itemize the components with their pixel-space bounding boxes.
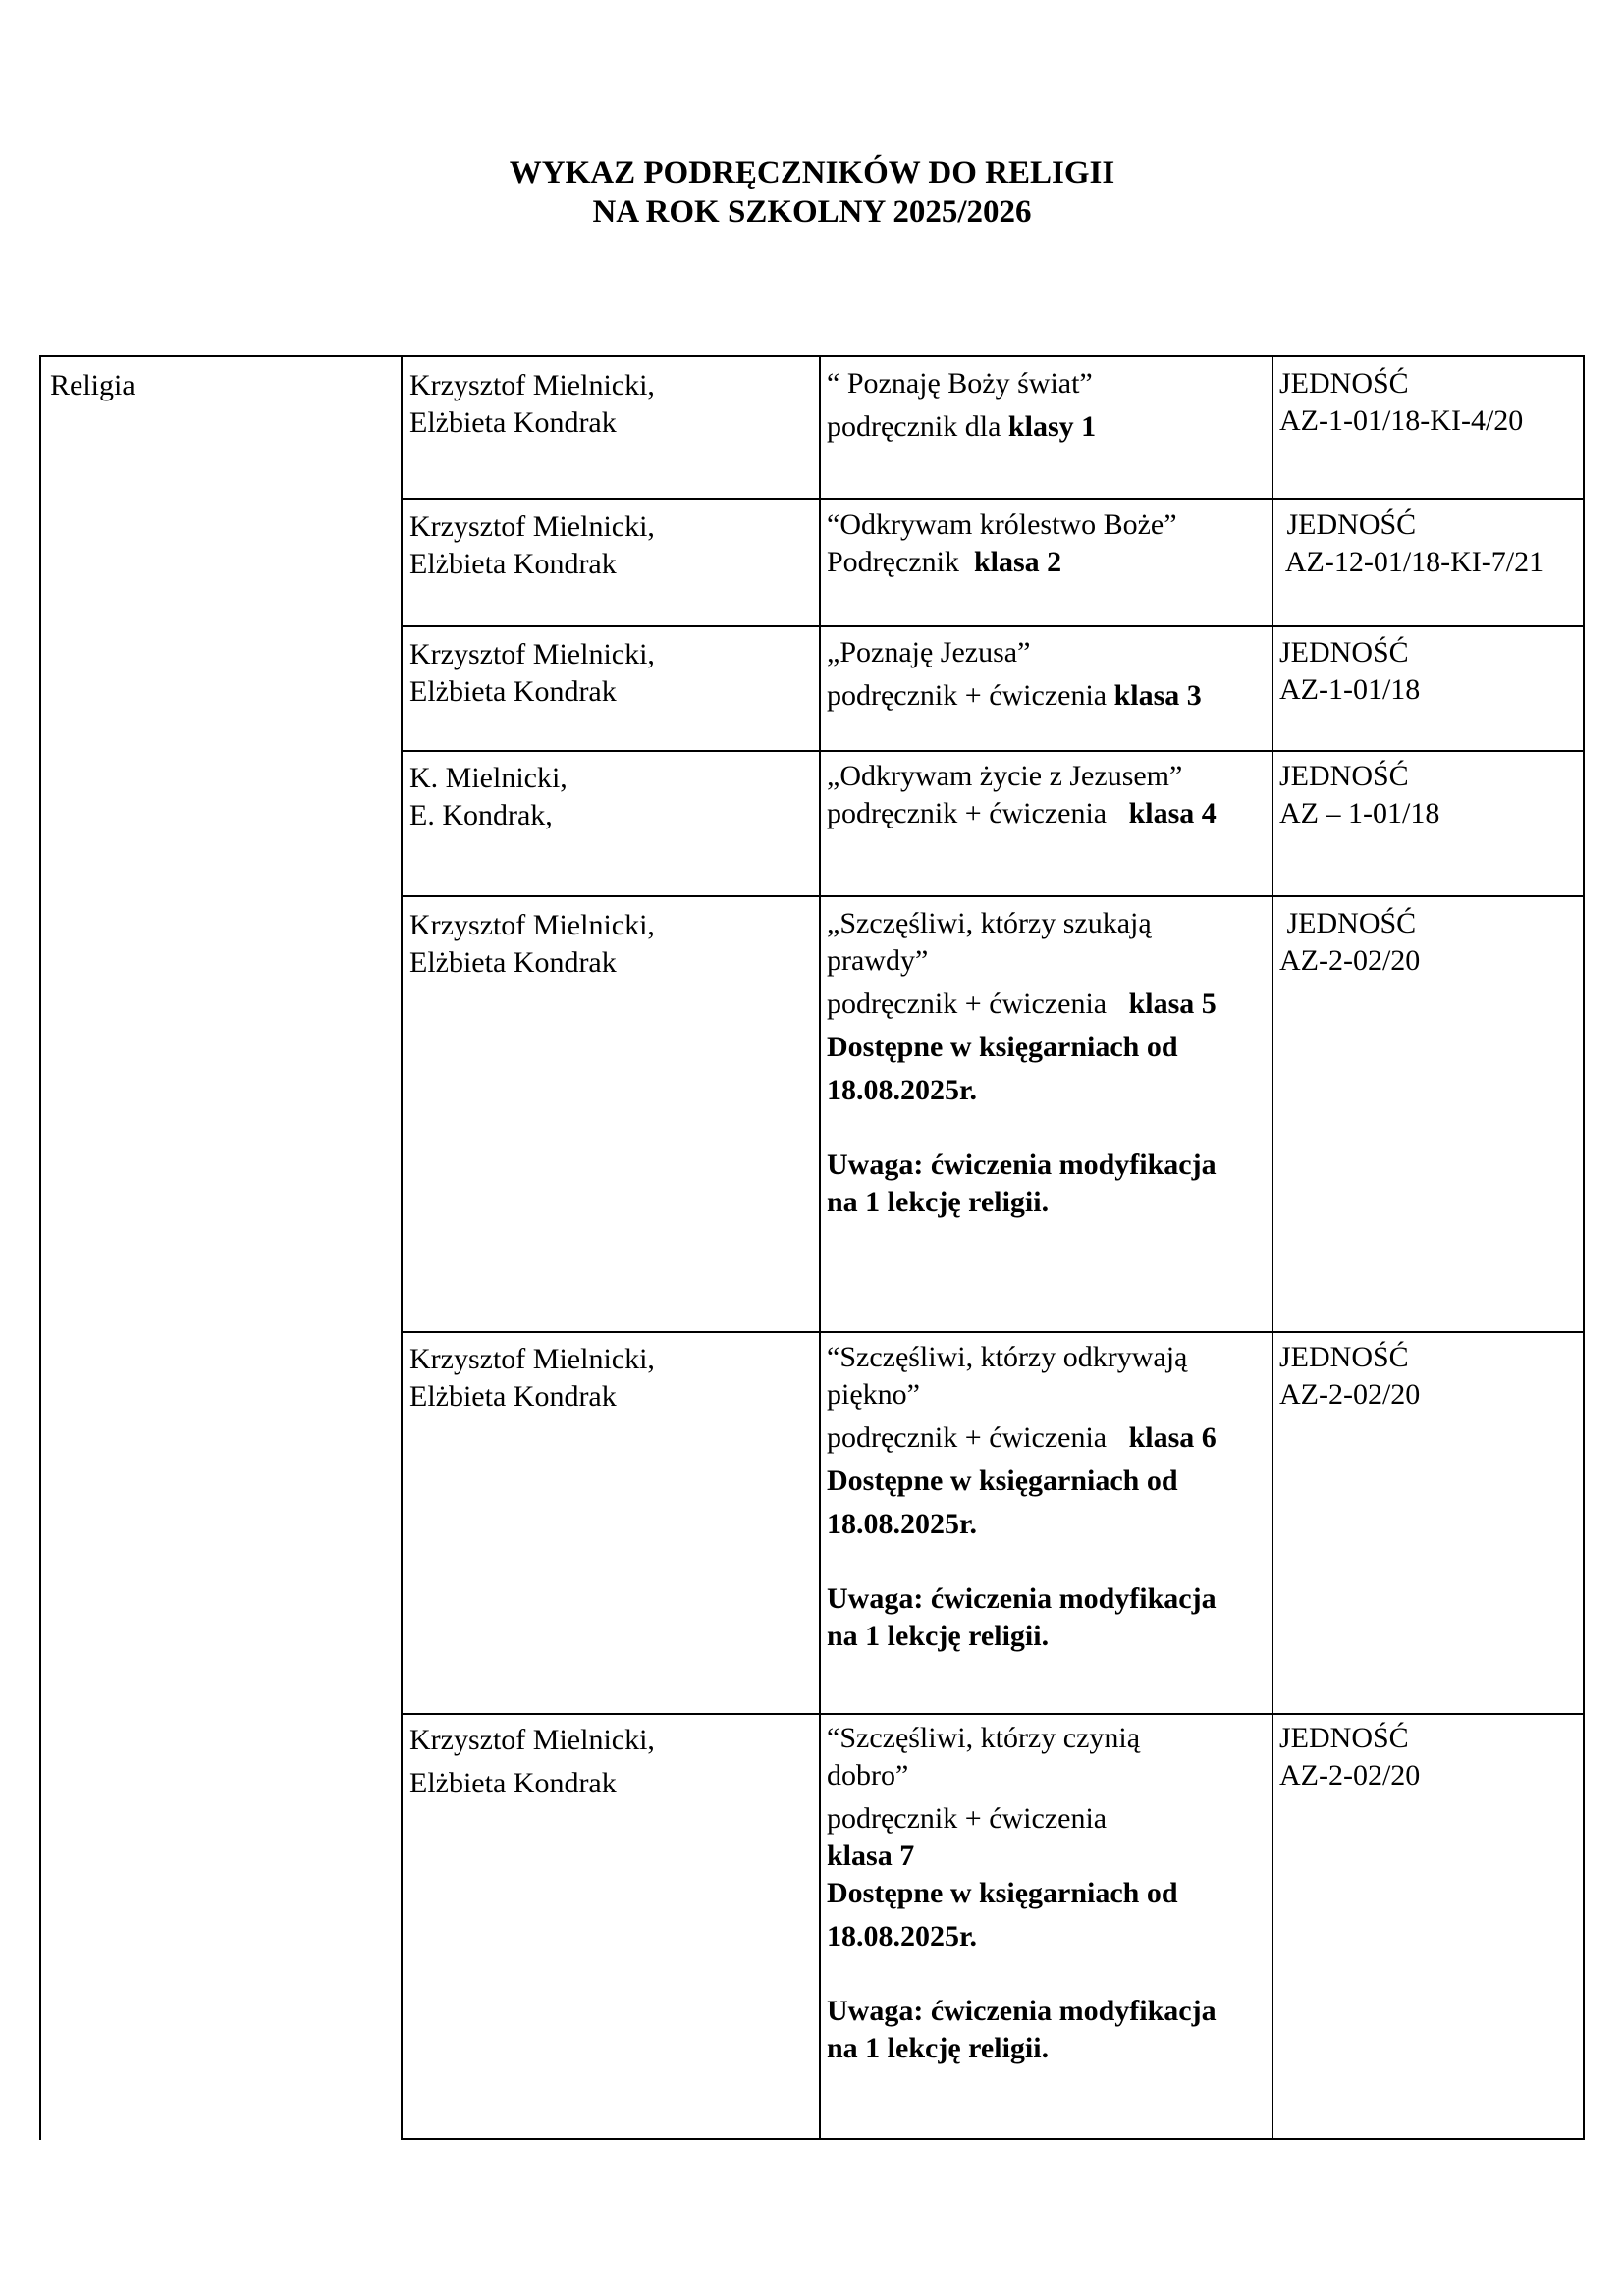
warning-note: Uwaga: ćwiczenia modyfikacja [827, 1582, 1217, 1615]
author-line: Krzysztof Mielnicki, [409, 510, 655, 543]
author-line: Krzysztof Mielnicki, [409, 638, 655, 670]
column-divider [1583, 355, 1585, 2140]
page-title: WYKAZ PODRĘCZNIKÓW DO RELIGII [509, 155, 1115, 190]
availability-note: Dostępne w księgarniach od [827, 1877, 1178, 1909]
publisher: JEDNOŚĆ [1279, 508, 1417, 541]
authors-cell [409, 1722, 655, 1802]
author-line: Krzysztof Mielnicki, [409, 1724, 655, 1756]
author-line: K. Mielnicki, [409, 762, 568, 794]
author-line: Elżbieta Kondrak [409, 1767, 617, 1799]
book-type: podręcznik dla [827, 410, 1008, 443]
grade-label: klasy 1 [1007, 410, 1097, 443]
publisher: JEDNOŚĆ [1279, 760, 1409, 792]
row-divider [401, 750, 1585, 752]
grade-label: klasa 4 [1128, 797, 1217, 829]
title-cell [827, 365, 1096, 446]
book-title: „Poznaję Jezusa” [827, 636, 1031, 668]
author-line: Elżbieta Kondrak [409, 675, 617, 708]
author-line: Elżbieta Kondrak [409, 946, 617, 979]
book-title: “ Poznaję Boży świat” [827, 367, 1093, 400]
publisher: JEDNOŚĆ [1279, 367, 1409, 400]
row-divider [401, 895, 1585, 897]
approval-cell [1279, 758, 1439, 832]
book-title: “Odkrywam królestwo Boże” [827, 508, 1177, 541]
book-type: Podręcznik [827, 546, 974, 578]
row-divider [401, 498, 1585, 500]
author-line: Elżbieta Kondrak [409, 548, 617, 580]
warning-note: na 1 lekcję religii. [827, 1186, 1050, 1218]
authors-cell [409, 760, 568, 834]
table-border-bottom [401, 2138, 1585, 2140]
availability-note: Dostępne w księgarniach od [827, 1031, 1178, 1063]
book-title: “Szczęśliwi, którzy odkrywają [827, 1341, 1188, 1373]
approval-number: AZ – 1-01/18 [1279, 797, 1440, 829]
column-divider [39, 355, 41, 2140]
approval-number: AZ-1-01/18 [1279, 673, 1421, 706]
approval-number: AZ-2-02/20 [1279, 1378, 1421, 1411]
table-border-top [39, 355, 1585, 357]
title-cell [827, 507, 1177, 581]
title-cell [827, 758, 1217, 832]
publisher: JEDNOŚĆ [1279, 636, 1409, 668]
approval-cell [1279, 1720, 1420, 1794]
author-line: E. Kondrak, [409, 799, 553, 831]
authors-cell [409, 508, 655, 583]
book-title: „Szczęśliwi, którzy szukają [827, 907, 1152, 939]
publisher: JEDNOŚĆ [1279, 1722, 1409, 1754]
column-divider [1272, 355, 1273, 2140]
approval-number: AZ-1-01/18-KI-4/20 [1279, 404, 1524, 437]
grade-label: klasa 5 [1128, 988, 1217, 1020]
approval-number: AZ-12-01/18-KI-7/21 [1279, 546, 1544, 578]
availability-date: 18.08.2025r. [827, 1508, 978, 1540]
approval-number: AZ-2-02/20 [1279, 944, 1421, 977]
approval-number: AZ-2-02/20 [1279, 1759, 1421, 1791]
grade-label: klasa 2 [973, 546, 1062, 578]
author-line: Krzysztof Mielnicki, [409, 369, 655, 401]
column-divider [401, 355, 403, 2140]
grade-label: klasa 3 [1113, 679, 1202, 712]
approval-cell [1279, 1339, 1420, 1414]
authors-cell [409, 367, 655, 442]
title-cell [827, 1720, 1217, 2067]
approval-cell [1279, 634, 1420, 709]
row-divider [401, 1713, 1585, 1715]
book-type: podręcznik + ćwiczenia [827, 1421, 1129, 1454]
publisher: JEDNOŚĆ [1279, 907, 1417, 939]
title-cell [827, 1339, 1217, 1655]
grade-label: klasa 6 [1128, 1421, 1217, 1454]
row-divider [401, 625, 1585, 627]
author-line: Krzysztof Mielnicki, [409, 1343, 655, 1375]
page-subtitle: NA ROK SZKOLNY 2025/2026 [592, 194, 1032, 230]
author-line: Elżbieta Kondrak [409, 406, 617, 439]
book-title: piękno” [827, 1378, 920, 1411]
book-title: prawdy” [827, 944, 929, 977]
row-divider [401, 1331, 1585, 1333]
authors-cell [409, 907, 655, 982]
authors-cell [409, 1341, 655, 1415]
author-line: Krzysztof Mielnicki, [409, 909, 655, 941]
book-title: dobro” [827, 1759, 909, 1791]
book-type: podręcznik + ćwiczenia [827, 1802, 1108, 1835]
warning-note: Uwaga: ćwiczenia modyfikacja [827, 1148, 1217, 1181]
approval-cell [1279, 905, 1420, 980]
subject-cell: Religia [50, 369, 135, 401]
availability-date: 18.08.2025r. [827, 1074, 978, 1106]
book-type: podręcznik + ćwiczenia [827, 679, 1114, 712]
availability-date: 18.08.2025r. [827, 1920, 978, 1952]
warning-note: Uwaga: ćwiczenia modyfikacja [827, 1995, 1217, 2027]
book-title: “Szczęśliwi, którzy czynią [827, 1722, 1141, 1754]
approval-cell [1279, 507, 1543, 581]
book-type: podręcznik + ćwiczenia [827, 988, 1129, 1020]
column-divider [819, 355, 821, 2140]
title-cell [827, 634, 1202, 715]
book-title: „Odkrywam życie z Jezusem” [827, 760, 1183, 792]
title-cell [827, 905, 1217, 1221]
author-line: Elżbieta Kondrak [409, 1380, 617, 1413]
warning-note: na 1 lekcję religii. [827, 2032, 1050, 2064]
book-type: podręcznik + ćwiczenia [827, 797, 1129, 829]
grade-label: klasa 7 [827, 1840, 915, 1872]
approval-cell [1279, 365, 1523, 440]
warning-note: na 1 lekcję religii. [827, 1620, 1050, 1652]
availability-note: Dostępne w księgarniach od [827, 1465, 1178, 1497]
authors-cell [409, 636, 655, 711]
publisher: JEDNOŚĆ [1279, 1341, 1409, 1373]
